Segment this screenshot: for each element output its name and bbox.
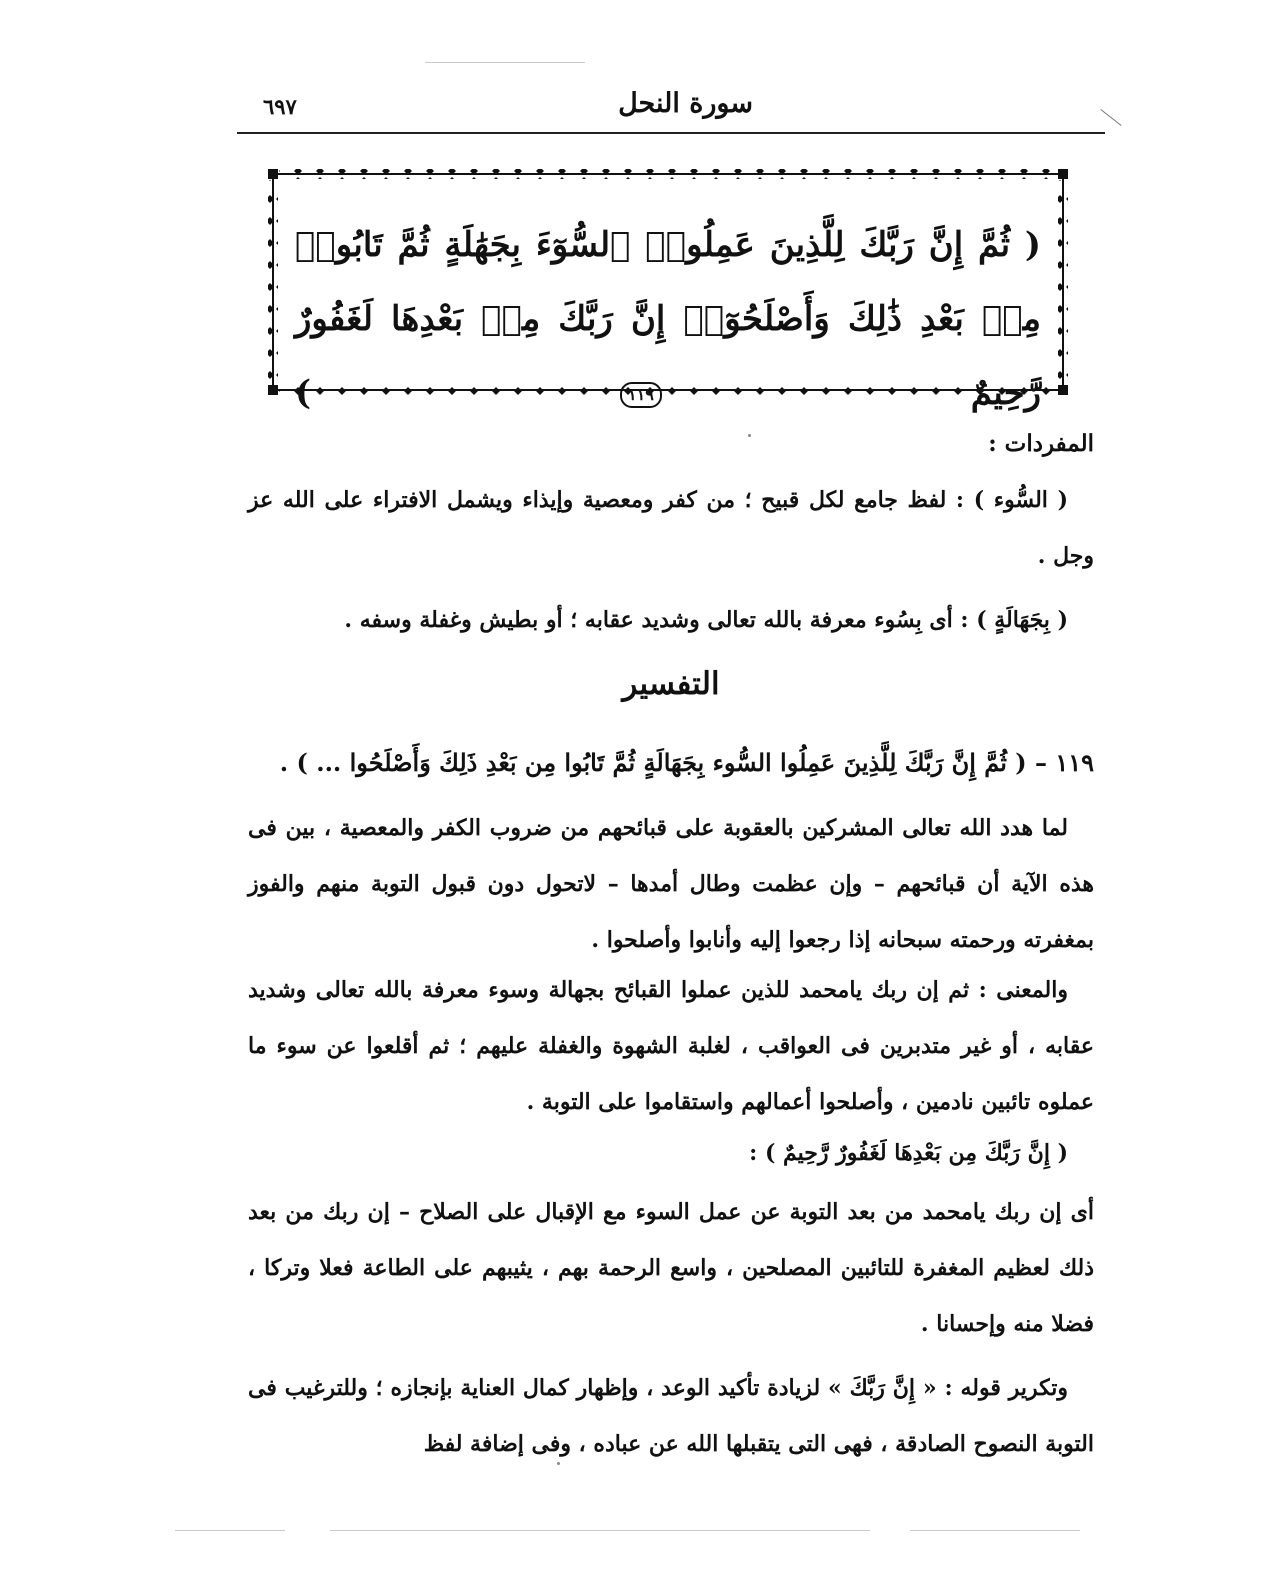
verse-reference: ١١٩ – ( ثُمَّ إِنَّ رَبَّكَ لِلَّذِينَ عَمِلُوا السُّوء بِجَهَالَةٍ ثُمَّ تَابُوا مِن بَعْدِ ذَلِكَ وَأَصْلَحُوا ... ) . [279,748,1094,777]
header-rule [237,132,1105,134]
verse-closing-bracket: ) [295,373,312,413]
vocab-item: ( بِجَهَالَةٍ ) : أى بِسُوء معرفة بالله تعالى وشديد عقابه ؛ أو بطيش وغفلة وسفه . [344,607,1068,633]
verse-body: ( ثُمَّ إِنَّ رَبَّكَ لِلَّذِينَ عَمِلُوا۟ ٱلسُّوٓءَ بِجَهَٰلَةٍ ثُمَّ تَابُوا۟ مِنۢ بَعْدِ ذَٰلِكَ وَأَصْلَحُوٓا۟ إِنَّ رَبَّكَ مِنۢ بَعْدِهَا لَغَفُورٌ رَّحِيمٌ [295,225,1042,413]
vocab-heading: المفردات : [988,430,1094,457]
scan-line-top [425,62,585,63]
scan-line-bottom [330,1530,870,1531]
ayah-number-marker: ١١٩ [620,382,662,408]
page-header [237,84,1093,128]
scan-line-bottom [910,1530,1080,1531]
vocab-item: ( السُّوء ) : لفظ جامع لكل قبيح ؛ من كفر ومعصية وإيذاء ويشمل الافتراء على الله عز وجل . [248,487,1094,569]
tafsir-paragraph: لما هدد الله تعالى المشركين بالعقوبة على قبائحهم من ضروب الكفر والمعصية ، بين فى هذه الآية أن قبائحهم – وإن عظمت وطال أمدها – لاتحول دون قبول التوبة منهم والفوز بمغفرته ورحمته سبحانه إذا رجعوا إليه وأنابوا وأصلحوا . [248,815,1094,953]
verse-frame [265,166,1071,413]
surah-title: سورة النحل [618,88,753,119]
scan-mark [1100,109,1121,126]
page-number: ٦٩٧ [263,94,297,119]
tafsir-paragraph: أى إن ربك يامحمد من بعد التوبة عن عمل السوء مع الإقبال على الصلاح – إن ربك من بعد ذلك لعظيم المغفرة للتائبين المصلحين ، واسع الرحمة بهم ، يثيبهم على الطاعة فعلا وتركا ، فضلا منه وإحسانا . [248,1199,1095,1337]
scan-speck [557,1462,560,1465]
scan-speck [748,434,751,437]
scan-line-bottom [175,1530,285,1531]
verse-quote: ( إِنَّ رَبَّكَ مِن بَعْدِهَا لَغَفُورٌ رَّحِيمٌ ) : [749,1140,1068,1166]
verse-text [295,208,1041,430]
tafsir-paragraph: والمعنى : ثم إن ربك يامحمد للذين عملوا القبائح بجهالة وسوء معرفة بالله تعالى وشديد عقابه ، أو غير متدبرين فى العواقب ، لغلبة الشهوة والغفلة عليهم ؛ ثم أقلعوا عن سوء ما عملوه تائبين نادمين ، وأصلحوا أعمالهم واستقاموا على التوبة . [248,977,1094,1115]
tafsir-paragraph: وتكرير قوله : « إِنَّ رَبَّكَ » لزيادة تأكيد الوعد ، وإظهار كمال العناية بإنجازه ؛ وللترغيب فى التوبة النصوح الصادقة ، فهى التى يتقبلها الله عن عباده ، وفى إضافة لفظ [248,1375,1094,1457]
section-title: التفسير [622,666,720,702]
